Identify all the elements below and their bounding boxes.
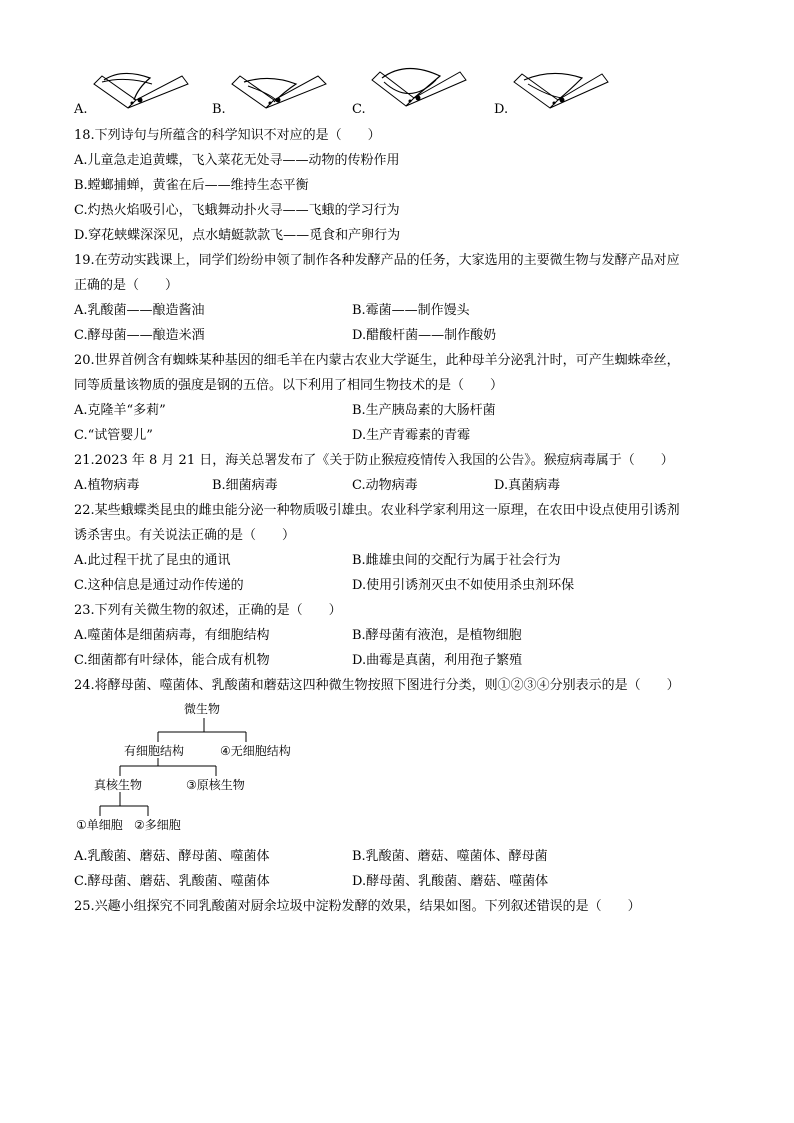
question-20-stem: 20.世界首例含有蜘蛛某种基因的细毛羊在内蒙古农业大学诞生，此种母羊分泌乳汁时，可产生蜘蛛牵丝， bbox=[74, 353, 680, 368]
q22-option-d: D.使用引诱剂灭虫不如使用杀虫剂环保 bbox=[352, 578, 575, 593]
arm-model-figure-c bbox=[370, 66, 470, 116]
q20-option-c: C.“试管婴儿” bbox=[74, 428, 153, 443]
q21-option-a: A.植物病毒 bbox=[74, 478, 140, 493]
q19-option-a: A.乳酸菌——酿造酱油 bbox=[74, 303, 205, 318]
figure-option-c-label: C. bbox=[352, 102, 366, 117]
figure-option-b-label: B. bbox=[212, 102, 226, 117]
tree-multi-cell-node: ②多细胞 bbox=[134, 818, 181, 832]
q21-option-b: B.细菌病毒 bbox=[212, 478, 278, 493]
q23-option-b: B.酵母菌有液泡，是植物细胞 bbox=[352, 628, 522, 643]
tree-non-cell-node: ④无细胞结构 bbox=[220, 744, 291, 758]
q19-option-c: C.酵母菌——酿造米酒 bbox=[74, 328, 205, 343]
q21-option-d: D.真菌病毒 bbox=[494, 478, 561, 493]
arm-model-figure-a bbox=[92, 70, 192, 116]
q22-option-a: A.此过程干扰了昆虫的通讯 bbox=[74, 553, 231, 568]
classification-tree bbox=[74, 700, 334, 840]
q19-option-d: D.醋酸杆菌——制作酸奶 bbox=[352, 328, 497, 343]
q18-option-a: A.儿童急走追黄蝶，飞入菜花无处寻——动物的传粉作用 bbox=[74, 153, 400, 168]
q24-option-d: D.酵母菌、乳酸菌、蘑菇、噬菌体 bbox=[352, 874, 549, 889]
tree-prokaryote-node: ③原核生物 bbox=[186, 778, 245, 792]
q23-option-d: D.曲霉是真菌，利用孢子繁殖 bbox=[352, 653, 523, 668]
figure-option-d-label: D. bbox=[494, 102, 509, 117]
arm-model-figure-b bbox=[230, 72, 330, 116]
question-18-stem: 18.下列诗句与所蕴含的科学知识不对应的是（ ） bbox=[74, 128, 381, 143]
q22-option-b: B.雌雄虫间的交配行为属于社会行为 bbox=[352, 553, 561, 568]
question-20-stem-cont: 同等质量该物质的强度是钢的五倍。以下利用了相同生物技术的是（ ） bbox=[74, 378, 504, 393]
q24-option-c: C.酵母菌、蘑菇、乳酸菌、噬菌体 bbox=[74, 874, 270, 889]
question-24-stem: 24.将酵母菌、噬菌体、乳酸菌和蘑菇这四种微生物按照下图进行分类，则①②③④分别表示的是（ ） bbox=[74, 678, 680, 693]
q21-option-c: C.动物病毒 bbox=[352, 478, 418, 493]
question-22-stem: 22.某些蛾蝶类昆虫的雌虫能分泌一种物质吸引雄虫。农业科学家利用这一原理，在农田中设点使用引诱剂 bbox=[74, 503, 680, 518]
q24-option-b: B.乳酸菌、蘑菇、噬菌体、酵母菌 bbox=[352, 849, 548, 864]
q20-option-d: D.生产青霉素的青霉 bbox=[352, 428, 471, 443]
q23-option-c: C.细菌都有叶绿体，能合成有机物 bbox=[74, 653, 270, 668]
tree-cell-structure-node: 有细胞结构 bbox=[124, 744, 185, 758]
question-23-stem: 23.下列有关微生物的叙述，正确的是（ ） bbox=[74, 603, 342, 618]
tree-single-cell-node: ①单细胞 bbox=[76, 818, 123, 832]
q18-option-b: B.螳螂捕蝉，黄雀在后——维持生态平衡 bbox=[74, 178, 309, 193]
q23-option-a: A.噬菌体是细菌病毒，有细胞结构 bbox=[74, 628, 270, 643]
question-21-stem: 21.2023 年 8 月 21 日，海关总署发布了《关于防止猴痘疫情传入我国的公告》。猴痘病毒属于（ ） bbox=[74, 453, 674, 468]
tree-eukaryote-node: 真核生物 bbox=[94, 778, 143, 792]
arm-model-figure-d bbox=[512, 68, 612, 116]
q18-option-d: D.穿花蛱蝶深深见，点水蜻蜓款款飞——觅食和产卵行为 bbox=[74, 228, 401, 243]
question-19-stem: 19.在劳动实践课上，同学们纷纷申领了制作各种发酵产品的任务，大家选用的主要微生物与发酵产品对应 bbox=[74, 253, 680, 268]
q19-option-b: B.霉菌——制作馒头 bbox=[352, 303, 470, 318]
q20-option-a: A.克隆羊“多莉” bbox=[74, 403, 166, 418]
q24-option-a: A.乳酸菌、蘑菇、酵母菌、噬菌体 bbox=[74, 849, 270, 864]
q20-option-b: B.生产胰岛素的大肠杆菌 bbox=[352, 403, 496, 418]
question-25-stem: 25.兴趣小组探究不同乳酸菌对厨余垃圾中淀粉发酵的效果，结果如图。下列叙述错误的是（ ） bbox=[74, 899, 641, 914]
q18-option-c: C.灼热火焰吸引心，飞蛾舞动扑火寻——飞蛾的学习行为 bbox=[74, 203, 400, 218]
figure-option-a-label: A. bbox=[74, 102, 88, 117]
tree-root-node: 微生物 bbox=[184, 702, 221, 716]
q22-option-c: C.这种信息是通过动作传递的 bbox=[74, 578, 244, 593]
question-19-stem-cont: 正确的是（ ） bbox=[74, 278, 179, 293]
question-22-stem-cont: 诱杀害虫。有关说法正确的是（ ） bbox=[74, 528, 296, 543]
